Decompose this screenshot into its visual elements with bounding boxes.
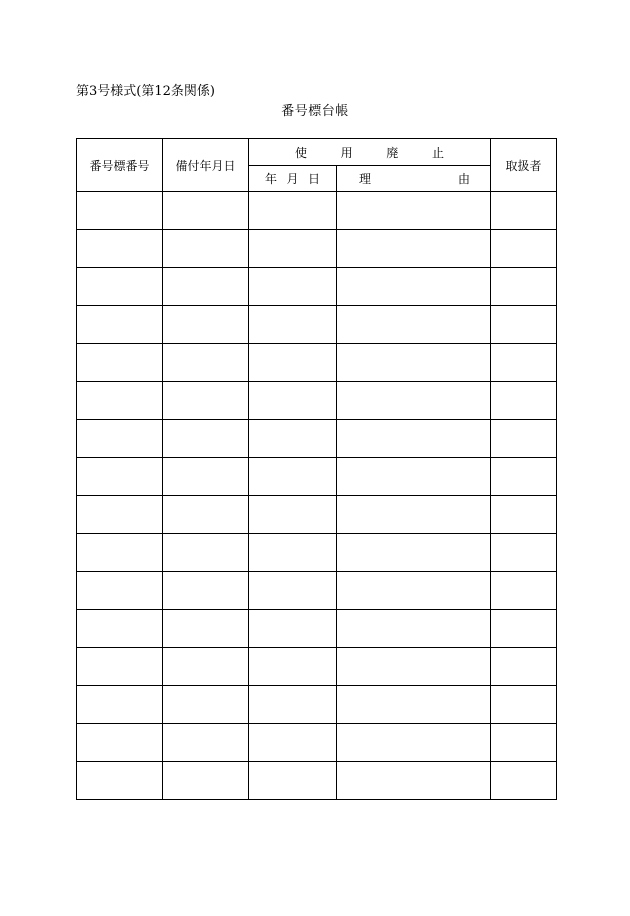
date-cell <box>249 724 337 762</box>
table-row <box>77 192 557 230</box>
header-ymd-char: 月 <box>286 172 299 186</box>
issue-date-cell <box>163 344 249 382</box>
table-row <box>77 724 557 762</box>
header-reason-char: 理 <box>359 172 372 186</box>
issue-date-cell <box>163 192 249 230</box>
plate-number-cell <box>77 306 163 344</box>
reason-cell <box>337 344 491 382</box>
ledger-body <box>77 192 557 800</box>
table-row <box>77 420 557 458</box>
reason-cell <box>337 382 491 420</box>
reason-cell <box>337 268 491 306</box>
handler-cell <box>491 268 557 306</box>
handler-cell <box>491 382 557 420</box>
header-usage-char: 用 <box>340 145 353 160</box>
header-handler: 取扱者 <box>491 139 557 192</box>
table-row <box>77 344 557 382</box>
issue-date-cell <box>163 534 249 572</box>
table-row <box>77 230 557 268</box>
reason-cell <box>337 192 491 230</box>
document-title: 番号標台帳 <box>281 104 349 119</box>
header-reason <box>337 166 491 192</box>
header-usage-char: 止 <box>431 145 444 160</box>
issue-date-cell <box>163 458 249 496</box>
date-cell <box>249 686 337 724</box>
table-row <box>77 572 557 610</box>
table-row <box>77 382 557 420</box>
plate-number-cell <box>77 724 163 762</box>
handler-cell <box>491 420 557 458</box>
handler-cell <box>491 724 557 762</box>
header-usage-discontinued <box>249 139 491 166</box>
date-cell <box>249 268 337 306</box>
plate-number-cell <box>77 230 163 268</box>
table-row <box>77 648 557 686</box>
table-row <box>77 686 557 724</box>
handler-cell <box>491 534 557 572</box>
issue-date-cell <box>163 496 249 534</box>
plate-number-cell <box>77 458 163 496</box>
ledger-table <box>76 138 557 800</box>
reason-cell <box>337 496 491 534</box>
header-ymd-char: 日 <box>307 172 320 186</box>
date-cell <box>249 420 337 458</box>
issue-date-cell <box>163 268 249 306</box>
plate-number-cell <box>77 610 163 648</box>
table-row <box>77 610 557 648</box>
handler-cell <box>491 344 557 382</box>
reason-cell <box>337 610 491 648</box>
reason-cell <box>337 724 491 762</box>
issue-date-cell <box>163 230 249 268</box>
plate-number-cell <box>77 496 163 534</box>
date-cell <box>249 344 337 382</box>
handler-cell <box>491 610 557 648</box>
header-plate-number: 番号標番号 <box>77 139 163 192</box>
handler-cell <box>491 572 557 610</box>
plate-number-cell <box>77 420 163 458</box>
date-cell <box>249 610 337 648</box>
handler-cell <box>491 306 557 344</box>
handler-cell <box>491 762 557 800</box>
handler-cell <box>491 496 557 534</box>
issue-date-cell <box>163 382 249 420</box>
reason-cell <box>337 572 491 610</box>
header-ymd-char: 年 <box>265 172 278 186</box>
handler-cell <box>491 458 557 496</box>
plate-number-cell <box>77 268 163 306</box>
date-cell <box>249 496 337 534</box>
plate-number-cell <box>77 344 163 382</box>
date-cell <box>249 648 337 686</box>
handler-cell <box>491 648 557 686</box>
header-usage-char: 廃 <box>386 145 399 160</box>
reason-cell <box>337 420 491 458</box>
plate-number-cell <box>77 534 163 572</box>
date-cell <box>249 306 337 344</box>
issue-date-cell <box>163 420 249 458</box>
reason-cell <box>337 306 491 344</box>
form-number-label: 第3号様式(第12条関係) <box>76 84 215 99</box>
reason-cell <box>337 686 491 724</box>
issue-date-cell <box>163 762 249 800</box>
reason-cell <box>337 458 491 496</box>
plate-number-cell <box>77 382 163 420</box>
table-row <box>77 458 557 496</box>
plate-number-cell <box>77 572 163 610</box>
plate-number-cell <box>77 762 163 800</box>
table-row <box>77 496 557 534</box>
table-row <box>77 268 557 306</box>
handler-cell <box>491 230 557 268</box>
table-row <box>77 306 557 344</box>
reason-cell <box>337 762 491 800</box>
date-cell <box>249 572 337 610</box>
date-cell <box>249 230 337 268</box>
date-cell <box>249 382 337 420</box>
handler-cell <box>491 686 557 724</box>
header-reason-char: 由 <box>457 172 470 186</box>
plate-number-cell <box>77 648 163 686</box>
date-cell <box>249 458 337 496</box>
reason-cell <box>337 648 491 686</box>
header-usage-char: 使 <box>295 145 308 160</box>
table-row <box>77 762 557 800</box>
issue-date-cell <box>163 306 249 344</box>
header-issue-date: 備付年月日 <box>163 139 249 192</box>
date-cell <box>249 192 337 230</box>
handler-cell <box>491 192 557 230</box>
plate-number-cell <box>77 686 163 724</box>
date-cell <box>249 762 337 800</box>
reason-cell <box>337 534 491 572</box>
issue-date-cell <box>163 686 249 724</box>
date-cell <box>249 534 337 572</box>
issue-date-cell <box>163 724 249 762</box>
plate-number-cell <box>77 192 163 230</box>
issue-date-cell <box>163 572 249 610</box>
issue-date-cell <box>163 648 249 686</box>
table-row <box>77 534 557 572</box>
issue-date-cell <box>163 610 249 648</box>
reason-cell <box>337 230 491 268</box>
header-year-month-day <box>249 166 337 192</box>
